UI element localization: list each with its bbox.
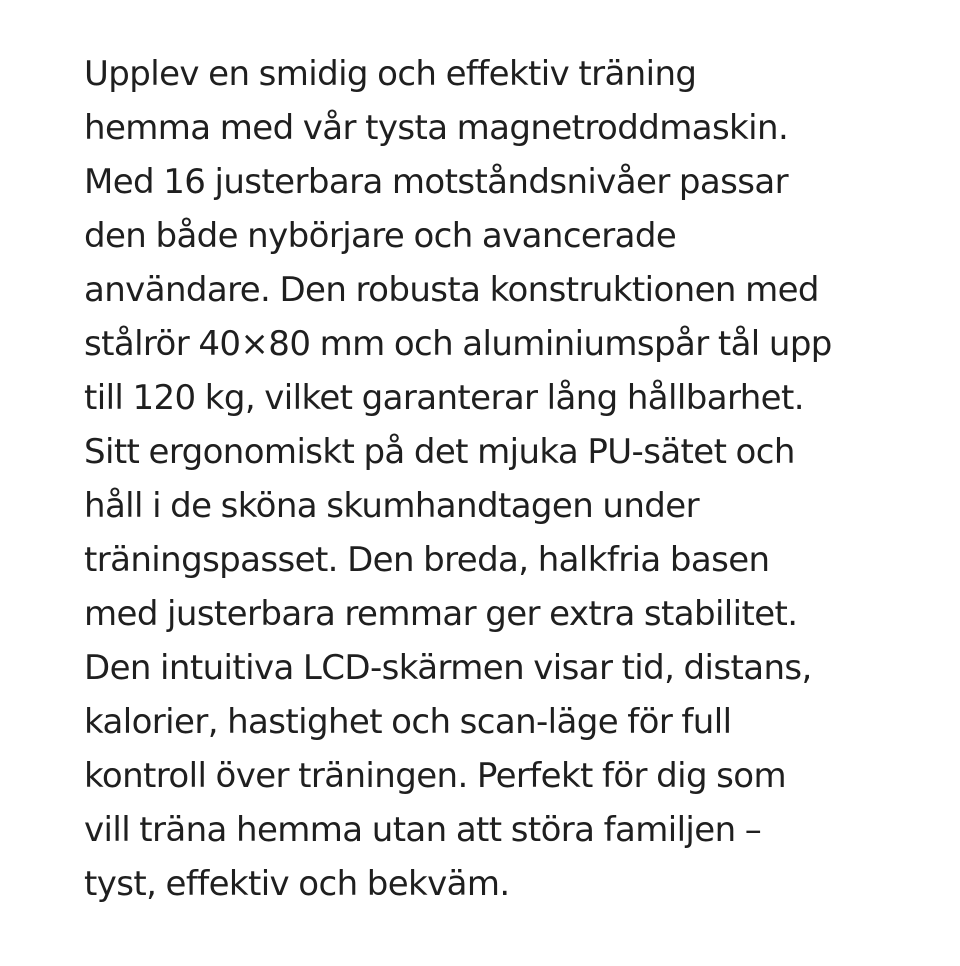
description-line: kontroll över träningen. Perfekt för dig som: [84, 756, 786, 796]
description-line: till 120 kg, vilket garanterar lång hållbarhet.: [84, 378, 804, 418]
description-line: stålrör 40×80 mm och aluminiumspår tål upp: [84, 324, 832, 364]
product-description: [84, 47, 924, 911]
description-line: Med 16 justerbara motståndsnivåer passar: [84, 162, 788, 202]
description-line: kalorier, hastighet och scan-läge för full: [84, 702, 732, 742]
description-line: Upplev en smidig och effektiv träning: [84, 54, 697, 94]
description-line: med justerbara remmar ger extra stabilitet.: [84, 594, 798, 634]
description-line: vill träna hemma utan att störa familjen –: [84, 810, 762, 850]
description-line: hemma med vår tysta magnetroddmaskin.: [84, 108, 789, 148]
description-line: Den intuitiva LCD-skärmen visar tid, distans,: [84, 648, 812, 688]
description-line: träningspasset. Den breda, halkfria basen: [84, 540, 770, 580]
description-line: användare. Den robusta konstruktionen med: [84, 270, 819, 310]
description-line: Sitt ergonomiskt på det mjuka PU-sätet och: [84, 432, 795, 472]
description-line: tyst, effektiv och bekväm.: [84, 864, 510, 904]
description-line: den både nybörjare och avancerade: [84, 216, 677, 256]
description-line: håll i de sköna skumhandtagen under: [84, 486, 699, 526]
